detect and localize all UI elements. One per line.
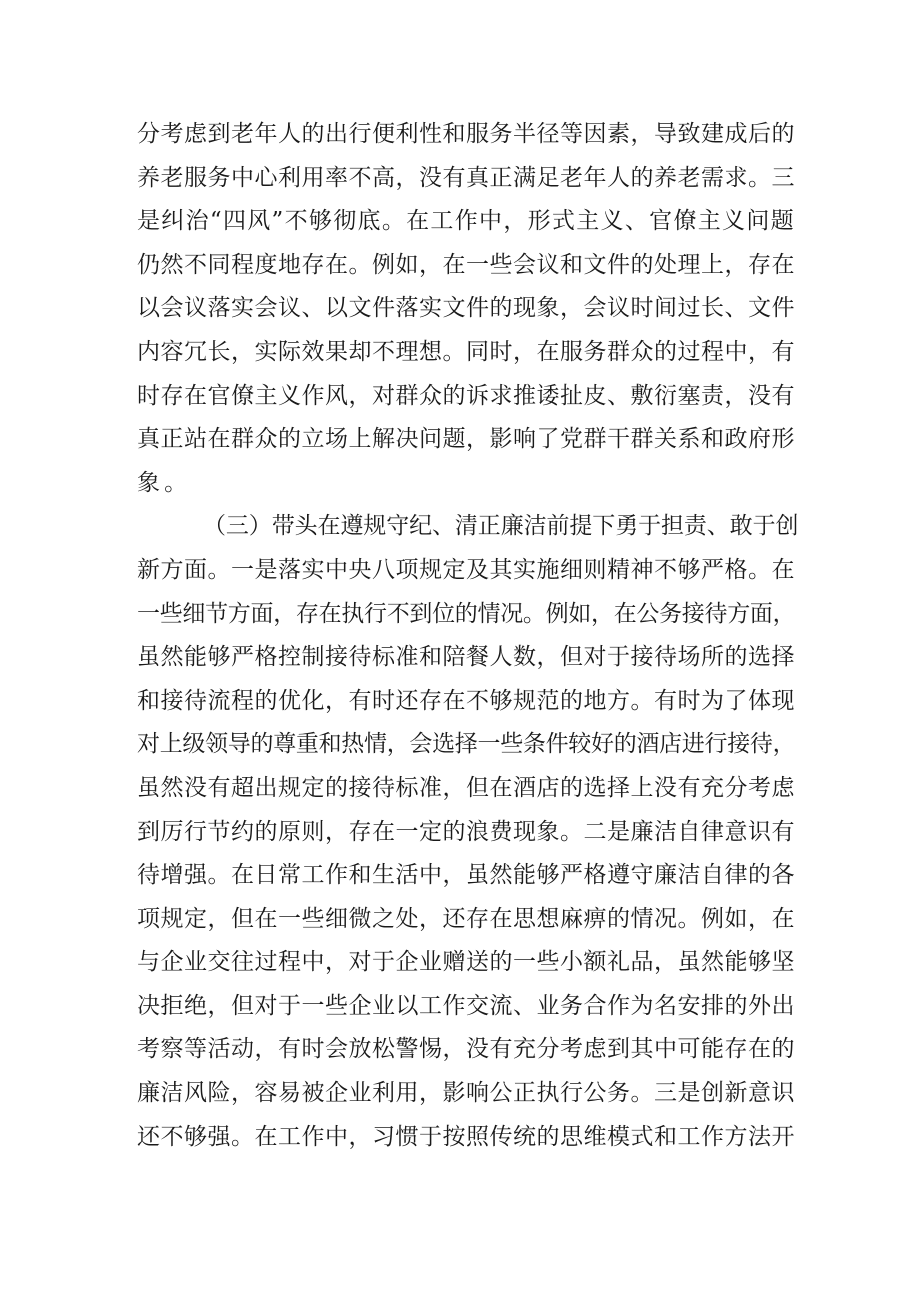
section-heading-line: （三）带头在遵规守纪、清正廉洁前提下勇于担责、敢于创: [203, 513, 799, 540]
text-line: 对上级领导的尊重和热情，会选择一些条件较好的酒店进行接待，: [137, 731, 796, 758]
text-line: 真正站在群众的立场上解决问题，影响了党群干群关系和政府形: [137, 426, 795, 453]
text-line: 决拒绝，但对于一些企业以工作交流、业务合作为名安排的外出: [137, 992, 795, 1019]
body-text: [137, 113, 797, 1159]
text-line: 内容冗长，实际效果却不理想。同时，在服务群众的过程中，有: [137, 338, 795, 365]
text-line: 以会议落实会议、以文件落实文件的现象，会议时间过长、文件: [137, 295, 795, 322]
text-line: 象。: [137, 469, 192, 496]
text-line: 虽然能够严格控制接待标准和陪餐人数，但对于接待场所的选择: [137, 644, 795, 671]
text-line: 是纠治“四风”不够彻底。在工作中，形式主义、官僚主义问题: [137, 208, 795, 235]
text-line: 新方面。一是落实中央八项规定及其实施细则精神不够严格。在: [137, 556, 795, 583]
text-line: 待增强。在日常工作和生活中，虽然能够严格遵守廉洁自律的各: [137, 862, 795, 889]
text-line: 到厉行节约的原则，存在一定的浪费现象。二是廉洁自律意识有: [137, 818, 795, 845]
text-line: 和接待流程的优化，有时还存在不够规范的地方。有时为了体现: [137, 687, 795, 714]
text-line: 与企业交往过程中，对于企业赠送的一些小额礼品，虽然能够坚: [137, 949, 795, 976]
text-line: 考察等活动，有时会放松警惕，没有充分考虑到其中可能存在的: [137, 1036, 795, 1063]
text-line: 还不够强。在工作中，习惯于按照传统的思维模式和工作方法开: [137, 1123, 795, 1150]
text-line: 廉洁风险，容易被企业利用，影响公正执行公务。三是创新意识: [137, 1080, 795, 1107]
text-line: 仍然不同程度地存在。例如，在一些会议和文件的处理上，存在: [137, 251, 795, 278]
text-line: 分考虑到老年人的出行便利性和服务半径等因素，导致建成后的: [137, 121, 795, 147]
text-line: 养老服务中心利用率不高，没有真正满足老年人的养老需求。三: [137, 164, 795, 191]
text-line: 项规定，但在一些细微之处，还存在思想麻痹的情况。例如，在: [137, 905, 795, 932]
text-line: 一些细节方面，存在执行不到位的情况。例如，在公务接待方面，: [137, 600, 796, 627]
text-line: 虽然没有超出规定的接待标准，但在酒店的选择上没有充分考虑: [137, 774, 795, 801]
text-line: 时存在官僚主义作风，对群众的诉求推诿扯皮、敷衍塞责，没有: [137, 382, 795, 409]
